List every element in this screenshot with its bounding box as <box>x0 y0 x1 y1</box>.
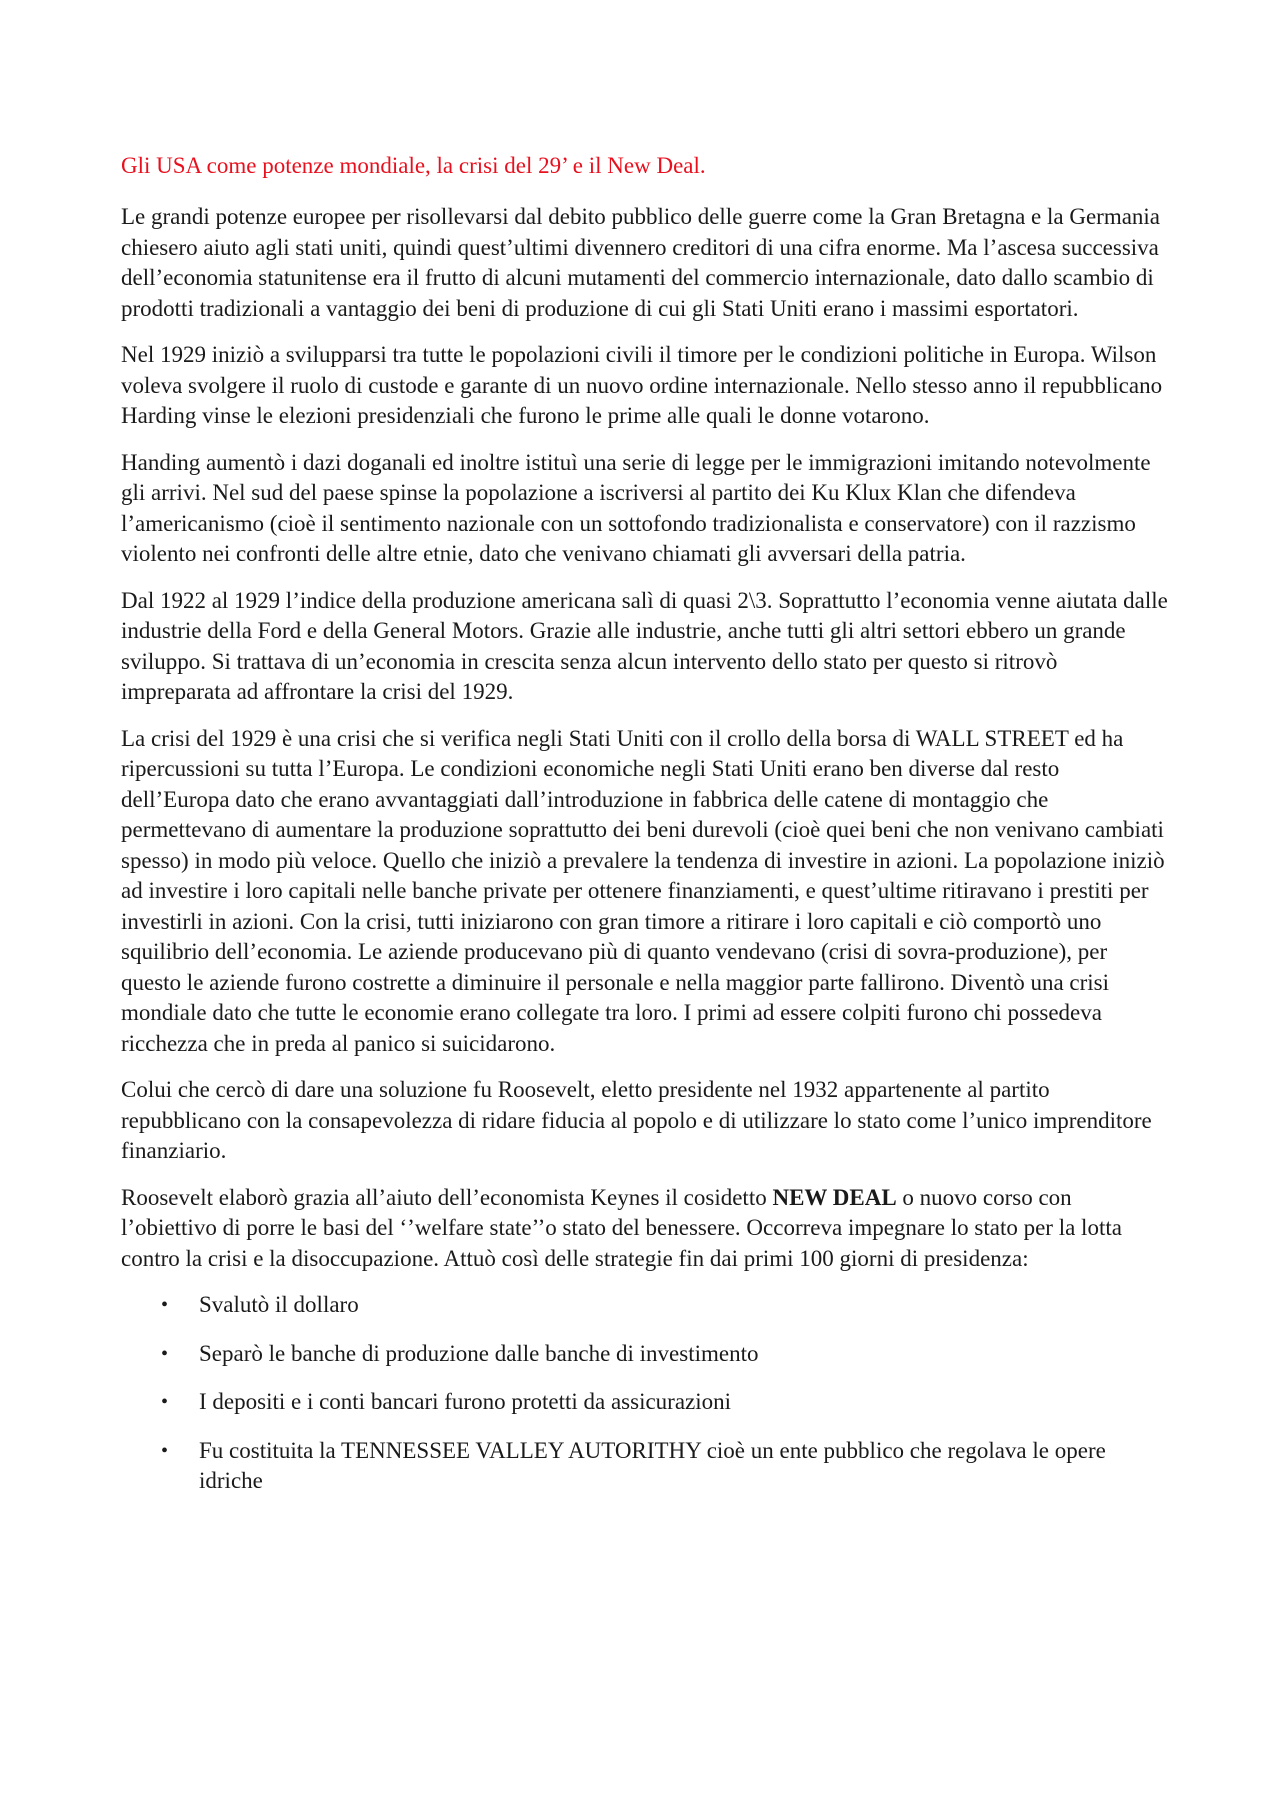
new-deal-bold-term: NEW DEAL <box>772 1184 897 1210</box>
list-item <box>121 1387 1171 1418</box>
list-item <box>121 1290 1171 1321</box>
list-item <box>121 1436 1171 1497</box>
new-deal-measures-list <box>121 1290 1171 1497</box>
bullet-icon: • <box>161 1439 169 1462</box>
list-item-text: Separò le banche di produzione dalle banche di investimento <box>199 1340 759 1366</box>
list-item-text: Fu costituita la TENNESSEE VALLEY AUTORITHY cioè un ente pubblico che regolava le opere idriche <box>199 1437 1106 1493</box>
paragraph-roosevelt: Colui che cercò di dare una soluzione fu Roosevelt, eletto presidente nel 1932 appartenente al partito repubblicano con la consapevolezza di ridare fiducia al popolo e di utilizzare lo stato come l’unico imprenditore finanziario. <box>121 1077 1152 1163</box>
document-title: Gli USA come potenze mondiale, la crisi del 29’ e il New Deal. <box>121 153 706 178</box>
bullet-icon: • <box>161 1342 169 1365</box>
list-item <box>121 1339 1171 1370</box>
paragraph-new-deal <box>121 1183 1171 1275</box>
paragraph-crisis-1929: La crisi del 1929 è una crisi che si verifica negli Stati Uniti con il crollo della borsa di WALL STREET ed ha ripercussioni su tutta l’Europa. Le condizioni economiche negli Stati Uniti erano ben diverse dal resto dell’Europa dato che erano avvantaggiati dall’introduzione in fabbrica delle catene di montaggio che permettevano di aumentare la produzione soprattutto dei beni durevoli (cioè quei beni che non venivano cambiati spesso) in modo più veloce. Quello che iniziò a prevalere la tendenza di investire in azioni. La popolazione iniziò ad investire i loro capitali nelle banche private per ottenere finanziamenti, e quest’ultime ritiravano i prestiti per investirli in azioni. Con la crisi, tutti iniziarono con gran timore a ritirare i loro capitali e ciò comportò uno squilibrio dell’economia. Le aziende producevano più di quanto vendevano (crisi di sovra-produzione), per questo le aziende furono costrette a diminuire il personale e nella maggior parte fallirono. Diventò una crisi mondiale dato che tutte le economie erano collegate tra loro. I primi ad essere colpiti furono chi possedeva ricchezza che in preda al panico si suicidarono. <box>121 725 1165 1056</box>
list-item-text: I depositi e i conti bancari furono protetti da assicurazioni <box>199 1389 732 1414</box>
paragraph-harding-policies: Handing aumentò i dazi doganali ed inoltre istituì una serie di legge per le immigrazioni imitando notevolmente gli arrivi. Nel sud del paese spinse la popolazione a iscriversi al partito dei Ku Klux Klan che difendeva l’americanismo (cioè il sentimento nazionale con un sottofondo tradizionalista e conservatore) con il razzismo violento nei confronti delle altre etnie, dato che venivano chiamati gli avversari della patria. <box>121 449 1151 566</box>
bullet-icon: • <box>161 1391 169 1413</box>
list-item-text: Svalutò il dollaro <box>199 1292 359 1317</box>
paragraph-war-debts: Le grandi potenze europee per risollevarsi dal debito pubblico delle guerre come la Gran Bretagna e la Germania chiesero aiuto agli stati uniti, quindi quest’ultimi divennero creditori di una cifra enorme. Ma l’ascesa successiva dell’economia statunitense era il frutto di alcuni mutamenti del commercio internazionale, dato dallo scambio di prodotti tradizionali a vantaggio dei beni di produzione di cui gli Stati Uniti erano i massimi esportatori. <box>121 204 1161 321</box>
new-deal-text-after: o nuovo corso con l’obiettivo di porre le basi del ‘’welfare state’’o stato del benessere. Occorreva impegnare lo stato per la lotta contro la crisi e la disoccupazione. Attuò così delle strategie fin dai primi 100 giorni di presidenza: <box>121 1184 1122 1271</box>
paragraph-wilson-harding: Nel 1929 iniziò a svilupparsi tra tutte le popolazioni civili il timore per le condizioni politiche in Europa. Wilson voleva svolgere il ruolo di custode e garante di un nuovo ordine internazionale. Nello stesso anno il repubblicano Harding vinse le elezioni presidenziali che furono le prime alle quali le donne votarono. <box>121 342 1163 428</box>
bullet-icon: • <box>161 1294 169 1316</box>
new-deal-text-before: Roosevelt elaborò grazia all’aiuto dell’economista Keynes il cosidetto <box>121 1184 773 1210</box>
paragraph-industrial-growth: Dal 1922 al 1929 l’indice della produzione americana salì di quasi 2\3. Soprattutto l’economia venne aiutata dalle industrie della Ford e della General Motors. Grazie alle industrie, anche tutti gli altri settori ebbero un grande sviluppo. Si trattava di un’economia in crescita senza alcun intervento dello stato per questo si ritrovò impreparata ad affrontare la crisi del 1929. <box>121 587 1168 704</box>
document-page <box>121 150 1171 1515</box>
